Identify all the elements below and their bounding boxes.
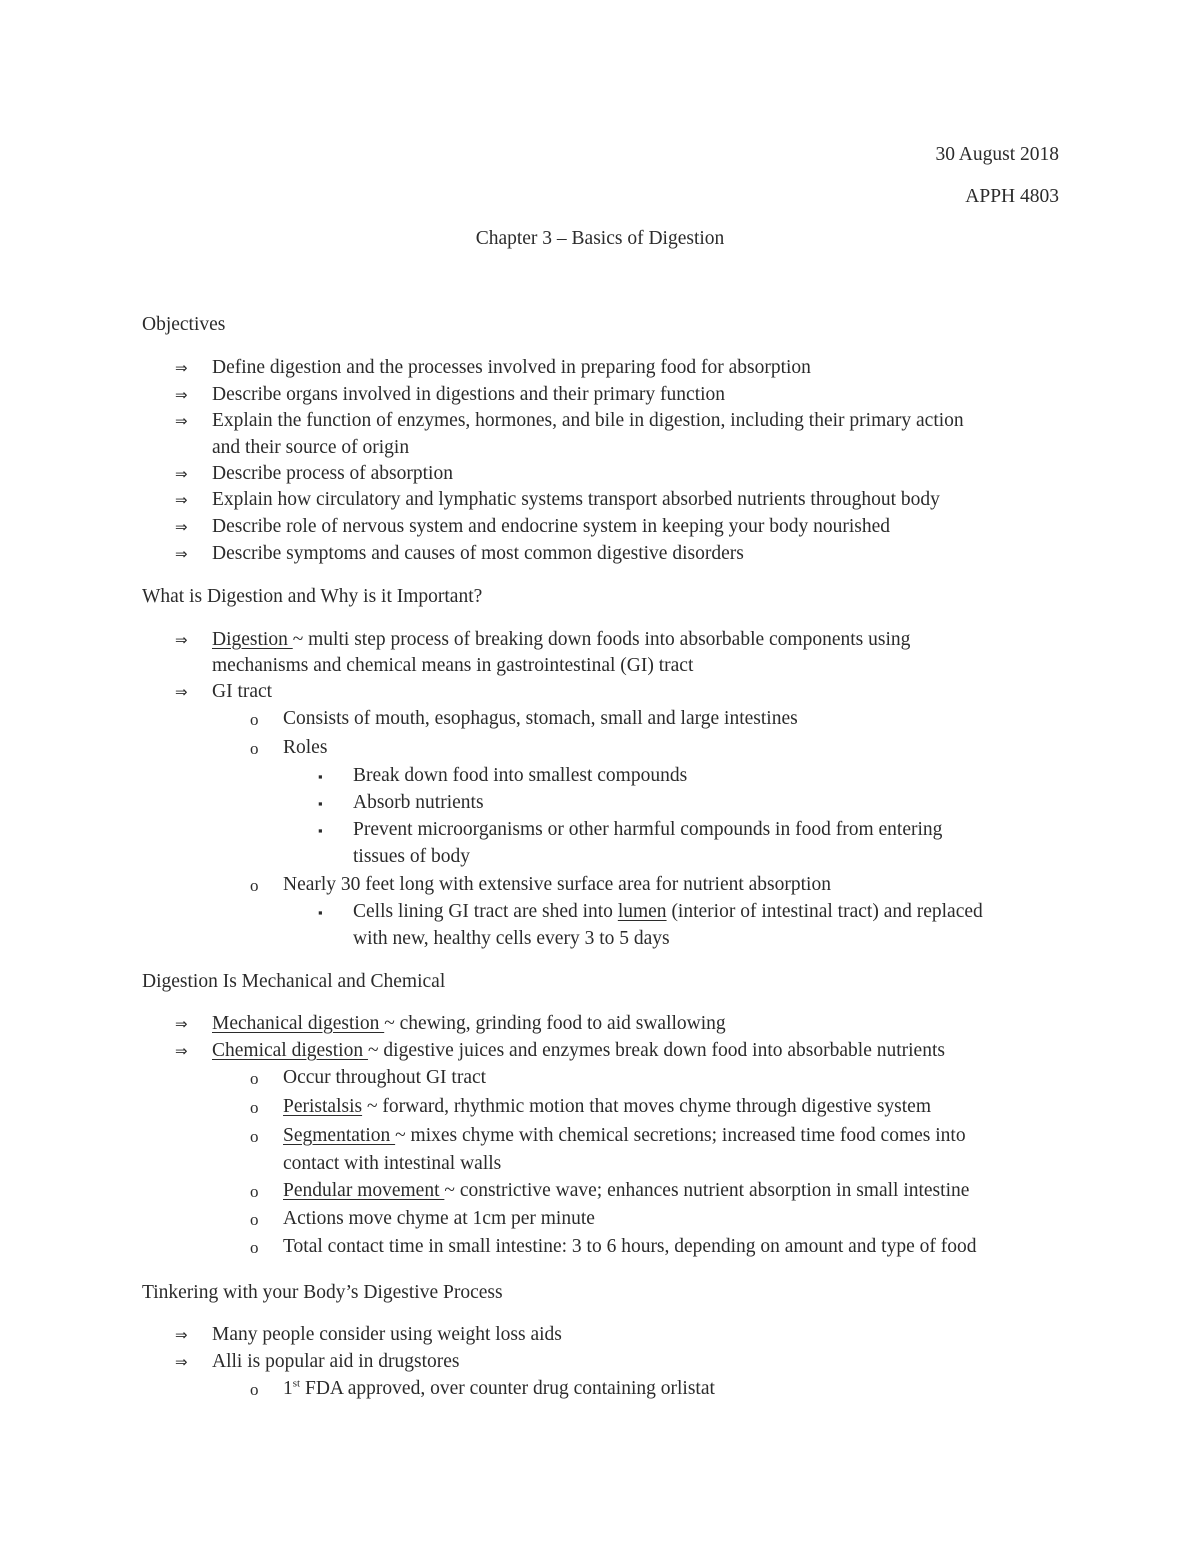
pendular-movement — [283, 1180, 969, 1202]
objective-item: Describe role of nervous system and endocrine system in keeping your body nourished — [212, 516, 891, 537]
segmentation-definition: ~ mixes chyme with chemical secretions; increased time food comes into — [395, 1125, 966, 1146]
gi-roles: Roles — [283, 737, 328, 758]
circle-bullet-icon: o — [250, 876, 259, 895]
fda-approved — [283, 1378, 715, 1400]
segmentation — [283, 1125, 966, 1147]
total-contact-time: Total contact time in small intestine: 3 to 6 hours, depending on amount and type of food — [283, 1236, 977, 1257]
date: 30 August 2018 — [935, 144, 1059, 165]
arrow-bullet-icon: ⇒ — [175, 1042, 188, 1060]
cells-suffix: (interior of intestinal tract) and replaced — [666, 901, 983, 922]
term-mechanical-digestion: Mechanical digestion — [212, 1013, 385, 1034]
objective-item: Explain the function of enzymes, hormones, and bile in digestion, including their primary action — [212, 410, 964, 431]
role-item-continued: tissues of body — [353, 846, 470, 867]
square-bullet-icon: ▪ — [318, 905, 323, 920]
arrow-bullet-icon: ⇒ — [175, 1353, 188, 1371]
section-heading-mechanical-chemical: Digestion Is Mechanical and Chemical — [142, 971, 446, 992]
circle-bullet-icon: o — [250, 710, 259, 729]
square-bullet-icon: ▪ — [318, 796, 323, 811]
objective-item: Define digestion and the processes involved in preparing food for absorption — [212, 357, 811, 378]
objective-item: Describe process of absorption — [212, 463, 453, 484]
circle-bullet-icon: o — [250, 1182, 259, 1201]
role-item: Prevent microorganisms or other harmful compounds in food from entering — [353, 819, 943, 840]
gi-tract-item: GI tract — [212, 681, 273, 702]
peristalsis — [283, 1096, 931, 1118]
alli-item: Alli is popular aid in drugstores — [212, 1351, 460, 1372]
objective-item: Explain how circulatory and lymphatic systems transport absorbed nutrients throughout body — [212, 489, 940, 510]
gi-length: Nearly 30 feet long with extensive surface area for nutrient absorption — [283, 874, 831, 895]
section-heading-what-is-digestion: What is Digestion and Why is it Important? — [142, 586, 483, 607]
arrow-bullet-icon: ⇒ — [175, 518, 188, 536]
gi-consists-of: Consists of mouth, esophagus, stomach, small and large intestines — [283, 708, 798, 729]
objective-item: Describe symptoms and causes of most common digestive disorders — [212, 543, 744, 564]
chemical-definition: ~ digestive juices and enzymes break down food into absorbable nutrients — [367, 1040, 945, 1061]
term-segmentation: Segmentation — [283, 1125, 396, 1146]
circle-bullet-icon: o — [250, 1127, 259, 1146]
pendular-definition: ~ constrictive wave; enhances nutrient absorption in small intestine — [444, 1180, 970, 1201]
fda-text: FDA approved, over counter drug containing orlistat — [300, 1378, 715, 1399]
arrow-bullet-icon: ⇒ — [175, 465, 188, 483]
circle-bullet-icon: o — [250, 1238, 259, 1257]
cells-prefix: Cells lining GI tract are shed into — [353, 901, 618, 922]
arrow-bullet-icon: ⇒ — [175, 386, 188, 404]
arrow-bullet-icon: ⇒ — [175, 683, 188, 701]
term-chemical-digestion: Chemical digestion — [212, 1040, 368, 1061]
arrow-bullet-icon: ⇒ — [175, 631, 188, 649]
chapter-title: Chapter 3 – Basics of Digestion — [475, 228, 725, 249]
circle-bullet-icon: o — [250, 1380, 259, 1399]
arrow-bullet-icon: ⇒ — [175, 491, 188, 509]
arrow-bullet-icon: ⇒ — [175, 359, 188, 377]
objective-item: Describe organs involved in digestions and their primary function — [212, 384, 726, 405]
objectives-heading: Objectives — [142, 314, 226, 335]
ordinal-number: 1 — [283, 1378, 293, 1399]
mechanical-digestion — [212, 1013, 726, 1035]
digestion-definition — [212, 629, 910, 651]
role-item: Absorb nutrients — [353, 792, 484, 813]
circle-bullet-icon: o — [250, 1210, 259, 1229]
digestion-definition-text: ~ multi step process of breaking down foods into absorbable components using — [292, 629, 911, 650]
section-heading-tinkering: Tinkering with your Body’s Digestive Process — [142, 1282, 503, 1303]
actions-move-chyme: Actions move chyme at 1cm per minute — [283, 1208, 595, 1229]
term-peristalsis: Peristalsis — [283, 1096, 363, 1117]
cells-lining-continued: with new, healthy cells every 3 to 5 days — [353, 928, 670, 949]
circle-bullet-icon: o — [250, 739, 259, 758]
segmentation-continued: contact with intestinal walls — [283, 1153, 502, 1174]
weight-loss-aids: Many people consider using weight loss aids — [212, 1324, 562, 1345]
ordinal-suffix: st — [292, 1377, 301, 1390]
arrow-bullet-icon: ⇒ — [175, 545, 188, 563]
course-code: APPH 4803 — [965, 186, 1059, 207]
circle-bullet-icon: o — [250, 1098, 259, 1117]
role-item: Break down food into smallest compounds — [353, 765, 688, 786]
mechanical-definition: ~ chewing, grinding food to aid swallowing — [384, 1013, 726, 1034]
square-bullet-icon: ▪ — [318, 769, 323, 784]
term-lumen: lumen — [617, 901, 667, 922]
arrow-bullet-icon: ⇒ — [175, 1015, 188, 1033]
cells-lining — [353, 901, 983, 923]
term-digestion: Digestion — [212, 629, 293, 650]
chemical-digestion — [212, 1040, 945, 1062]
square-bullet-icon: ▪ — [318, 823, 323, 838]
arrow-bullet-icon: ⇒ — [175, 412, 188, 430]
circle-bullet-icon: o — [250, 1069, 259, 1088]
term-pendular-movement: Pendular movement — [283, 1180, 445, 1201]
occur-throughout: Occur throughout GI tract — [283, 1067, 487, 1088]
objective-item-continued: and their source of origin — [212, 437, 410, 458]
arrow-bullet-icon: ⇒ — [175, 1326, 188, 1344]
digestion-definition-continued: mechanisms and chemical means in gastrointestinal (GI) tract — [212, 655, 694, 676]
peristalsis-definition: ~ forward, rhythmic motion that moves chyme through digestive system — [362, 1096, 932, 1117]
